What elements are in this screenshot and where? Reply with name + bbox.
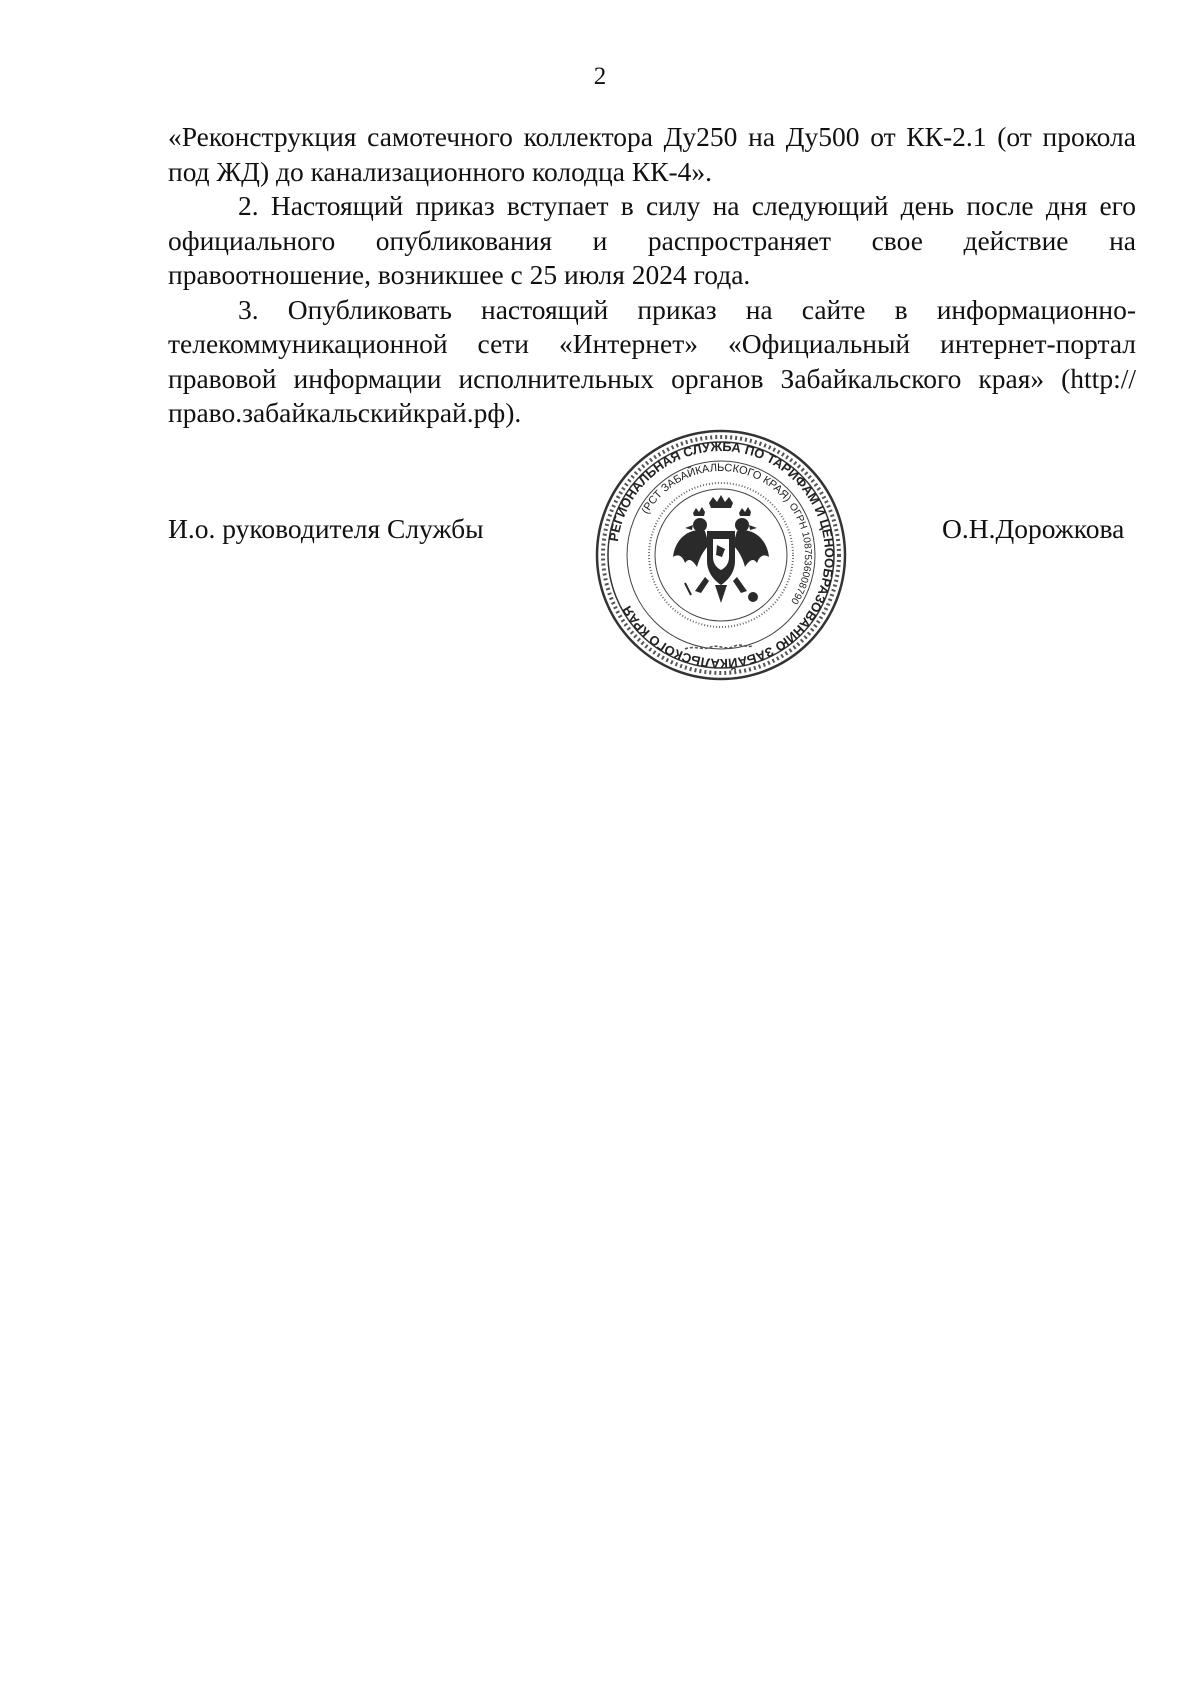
signatory-name: О.Н.Дорожкова [942,513,1125,544]
coat-of-arms-icon [673,495,769,603]
seal-outer-text: РЕГИОНАЛЬНАЯ СЛУЖБА ПО ТАРИФАМ И ЦЕНООБРАЗОВАНИЮ ЗАБАЙКАЛЬСКОГО КРАЯ [605,438,838,672]
page-number: 2 [593,63,607,90]
signatory-role: И.о. руководителя Службы [168,513,484,544]
seal-graphic [593,427,849,683]
paragraph-2: 2. Настоящий приказ вступает в силу на следующий день после дня его официального опубликования и распространяет свое действие на правоотношение, возникшее с 25 июля 2024 года. [168,190,1136,290]
official-seal-stamp [593,427,849,683]
paragraph-continuation: «Реконструкция самотечного коллектора Ду250 на Ду500 от КК-2.1 (от прокола под ЖД) до канализационного колодца КК-4». [168,121,1136,187]
document-body [168,120,1136,431]
paragraph-3: 3. Опубликовать настоящий приказ на сайте в информационно-телекоммуникационной сети «Интернет» «Официальный интернет-портал правовой информации исполнительных органов Забайкальского края» (http://право.забайкальскийкрай.рф). [168,293,1136,428]
seal-ogrn-text: ОГРН 1087536008790 [786,501,814,606]
seal-inner-text: (РСТ ЗАБАЙКАЛЬСКОГО КРАЯ) [639,461,794,517]
